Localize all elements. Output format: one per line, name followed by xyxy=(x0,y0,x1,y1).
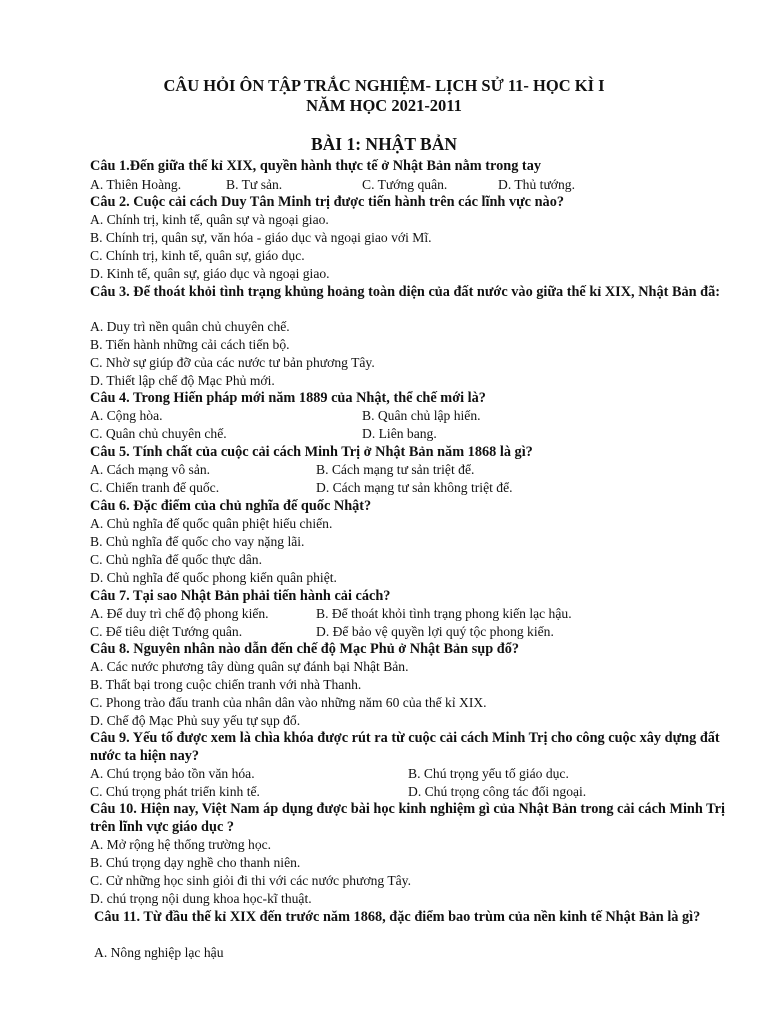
answer-9a: A. Chú trọng bảo tồn văn hóa. xyxy=(90,766,255,781)
question-7: Câu 7. Tại sao Nhật Bản phải tiến hành cải cách? xyxy=(90,588,391,604)
answer-7a: A. Để duy trì chế độ phong kiến. xyxy=(90,606,269,621)
answer-5c: C. Chiến tranh đế quốc. xyxy=(90,480,220,495)
page-title-line1: CÂU HỎI ÔN TẬP TRẮC NGHIỆM- LỊCH SỬ 11- HỌC KÌ I xyxy=(163,76,605,95)
section-heading: BÀI 1: NHẬT BẢN xyxy=(310,134,457,154)
answer-4d: D. Liên bang. xyxy=(362,426,437,441)
answer-6a: A. Chủ nghĩa đế quốc quân phiệt hiếu chiến. xyxy=(90,516,333,531)
answer-4b: B. Quân chủ lập hiến. xyxy=(362,408,481,423)
answer-7c: C. Để tiêu diệt Tướng quân. xyxy=(90,624,243,639)
question-10: Câu 10. Hiện nay, Việt Nam áp dụng được bài học kinh nghiệm gì của Nhật Bản trong cải cách Minh Trị trên lĩnh vực giáo dục ? xyxy=(90,801,725,835)
question-9: Câu 9. Yếu tố được xem là chìa khóa được rút ra từ cuộc cải cách Minh Trị cho công cuộc xây dựng đất nước ta hiện nay? xyxy=(90,730,720,764)
answer-9b: B. Chú trọng yếu tố giáo dục. xyxy=(408,766,569,781)
answer-8a: A. Các nước phương tây dùng quân sự đánh bại Nhật Bản. xyxy=(90,659,409,674)
answer-6d: D. Chủ nghĩa đế quốc phong kiến quân phiệt. xyxy=(90,570,337,585)
answer-6b: B. Chủ nghĩa đế quốc cho vay nặng lãi. xyxy=(90,534,305,549)
answer-1c: C. Tướng quân. xyxy=(362,177,448,192)
answer-9d: D. Chú trọng công tác đối ngoại. xyxy=(408,784,587,799)
answer-10b: B. Chú trọng dạy nghề cho thanh niên. xyxy=(90,855,301,870)
answer-10c: C. Cử những học sinh giỏi đi thi với các nước phương Tây. xyxy=(90,873,411,888)
answer-8c: C. Phong trào đấu tranh của nhân dân vào những năm 60 của thế kỉ XIX. xyxy=(90,695,487,710)
answer-2c: C. Chính trị, kinh tế, quân sự, giáo dục. xyxy=(90,248,305,263)
answer-6c: C. Chủ nghĩa đế quốc thực dân. xyxy=(90,552,262,567)
answer-1b: B. Tư sản. xyxy=(226,177,283,192)
question-5: Câu 5. Tính chất của cuộc cải cách Minh Trị ở Nhật Bản năm 1868 là gì? xyxy=(90,444,533,460)
answer-8d: D. Chế độ Mạc Phủ suy yếu tự sụp đổ. xyxy=(90,713,301,728)
answer-5b: B. Cách mạng tư sản triệt để. xyxy=(316,462,475,477)
question-3: Câu 3. Để thoát khỏi tình trạng khủng hoảng toàn diện của đất nước vào giữa thế kỉ XIX, Nhật Bản đã: xyxy=(90,284,721,300)
answer-3b: B. Tiến hành những cải cách tiến bộ. xyxy=(90,337,290,352)
answer-7b: B. Để thoát khỏi tình trạng phong kiến lạc hậu. xyxy=(316,606,572,621)
answer-8b: B. Thất bại trong cuộc chiến tranh với nhà Thanh. xyxy=(90,677,362,692)
answer-4a: A. Cộng hòa. xyxy=(90,408,163,423)
answer-9c: C. Chú trọng phát triển kinh tế. xyxy=(90,784,260,799)
answer-4c: C. Quân chủ chuyên chế. xyxy=(90,426,227,441)
answer-3c: C. Nhờ sự giúp đỡ của các nước tư bản phương Tây. xyxy=(90,355,375,370)
answer-10a: A. Mở rộng hệ thống trường học. xyxy=(90,837,272,852)
answer-2a: A. Chính trị, kinh tế, quân sự và ngoại giao. xyxy=(90,212,329,227)
answer-5a: A. Cách mạng vô sản. xyxy=(90,462,211,477)
answer-10d: D. chú trọng nội dung khoa học-kĩ thuật. xyxy=(90,891,312,906)
question-2: Câu 2. Cuộc cải cách Duy Tân Minh trị được tiến hành trên các lĩnh vực nào? xyxy=(90,194,564,210)
answer-11a: A. Nông nghiệp lạc hậu xyxy=(94,945,224,960)
question-8: Câu 8. Nguyên nhân nào dẫn đến chế độ Mạc Phủ ở Nhật Bản sụp đổ? xyxy=(90,641,519,657)
answer-3a: A. Duy trì nền quân chủ chuyên chế. xyxy=(90,319,290,334)
answer-5d: D. Cách mạng tư sản không triệt để. xyxy=(316,480,513,495)
page-title-line2: NĂM HỌC 2021-2011 xyxy=(306,96,462,115)
question-4: Câu 4. Trong Hiến pháp mới năm 1889 của Nhật, thể chế mới là? xyxy=(90,390,486,406)
answer-3d: D. Thiết lập chế độ Mạc Phủ mới. xyxy=(90,373,275,388)
answer-1a: A. Thiên Hoàng. xyxy=(90,177,182,192)
answer-2b: B. Chính trị, quân sự, văn hóa - giáo dục và ngoại giao với Mĩ. xyxy=(90,230,432,245)
question-1: Câu 1.Đến giữa thế kỉ XIX, quyền hành thực tế ở Nhật Bản nằm trong tay xyxy=(90,158,541,174)
answer-7d: D. Để bảo vệ quyền lợi quý tộc phong kiến. xyxy=(316,624,554,639)
question-11: Câu 11. Từ đầu thế kỉ XIX đến trước năm 1868, đặc điểm bao trùm của nền kinh tế Nhật Bản là gì? xyxy=(94,909,701,925)
answer-1d: D. Thủ tướng. xyxy=(498,177,575,192)
answer-2d: D. Kinh tế, quân sự, giáo dục và ngoại giao. xyxy=(90,266,330,281)
question-6: Câu 6. Đặc điểm của chủ nghĩa đế quốc Nhật? xyxy=(90,498,372,514)
